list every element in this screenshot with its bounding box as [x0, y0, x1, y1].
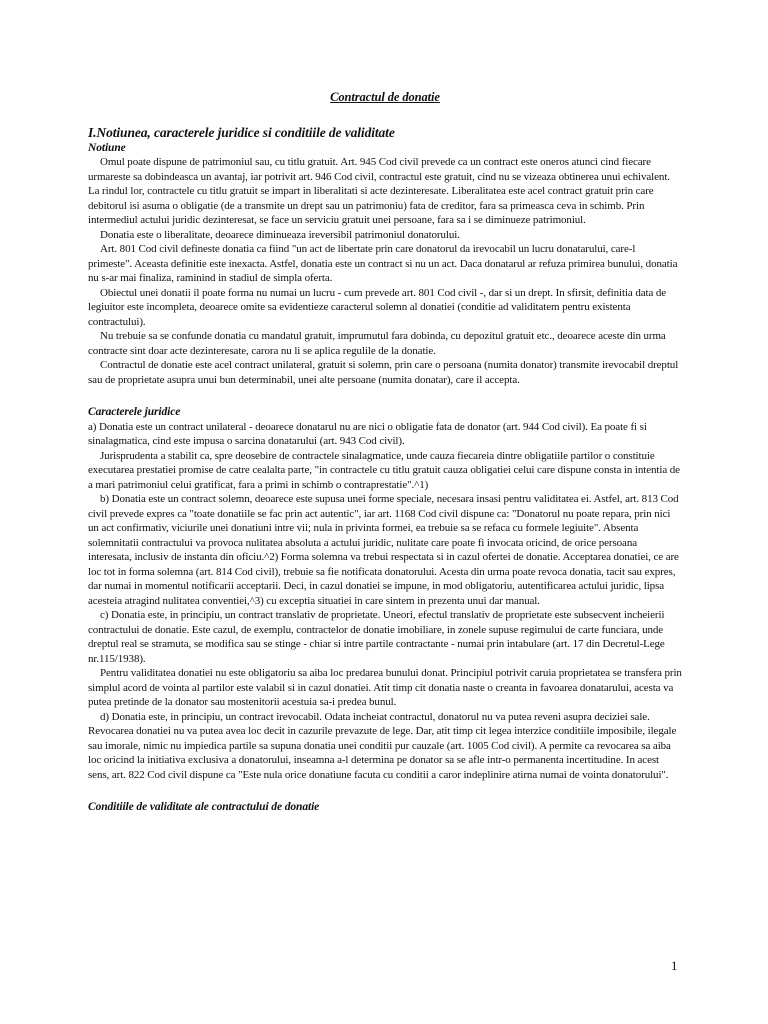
section-title: I.Notiunea, caracterele juridice si conditiile de validitate: [88, 124, 395, 140]
paragraph: Omul poate dispune de patrimoniul sau, cu titlu gratuit. Art. 945 Cod civil prevede ca un contract este oneros atunci cind fiecare urmareste sa dobindeasca un avantaj, iar potrivit art. 946 Cod civil, contractul este gratuit, cind nu se vizeaza obtinerea unui echivalent. La rindul lor, contractele cu titlu gratuit se impart in liberalitati si acte dezinteresate. Liberalitatea este acel contract gratuit prin care debitorul isi asuma o obligatie (de a transmite un drept sau un patrimoniu) fata de creditor, fara sa primeasca ceva in schimb. Prin intermediul actului juridic dezinteresat, se face un serviciu gratuit unei persoane, fara sa i se diminueze patrimoniul.: [88, 156, 670, 226]
page-body: [88, 90, 682, 815]
paragraph: Donatia este o liberalitate, deoarece diminueaza ireversibil patrimoniul donatorului.: [100, 228, 460, 241]
paragraph: Obiectul unei donatii il poate forma nu numai un lucru - cum prevede art. 801 Cod civil -, dar si un drept. In sfirsit, definitia data de legiuitor este incompleta, deoarece omite sa evidentieze caracterul solemn al donatiei (conditie ad validitatem pentru existenta contractului).: [88, 286, 667, 328]
paragraph: c) Donatia este, in principiu, un contract translativ de proprietate. Uneori, efectul translativ de proprietate este subsecvent incheierii contractului de donatie. Este cazul, de exemplu, contractelor de donatie imobiliare, in zonele supuse regimului de carte funciara, unde dreptul real se stramuta, se modifica sau se stinge - chiar si intre partile contractante - numai prin intabulare (art. 17 din Decretul-Lege nr.115/1938).: [88, 609, 665, 665]
subheading-conditii-validitate: Conditiile de validitate ale contractului de donatie: [88, 801, 320, 813]
paragraph: Jurisprudenta a stabilit ca, spre deosebire de contractele sinalagmatice, unde cauza fiecareia dintre obligatiile partilor o constituie executarea prestatiei promise de catre cealalta parte, "in contractele cu titlu gratuit cauza obligatiei celui care dispune consta in intentia de a mari patrimoniul celui gratificat, fara a primi in schimb o contraprestatie".^1): [88, 449, 680, 491]
subheading-notiune: Notiune: [88, 141, 126, 154]
document-title: Contractul de donatie: [330, 90, 440, 104]
subheading-caractere-juridice: Caracterele juridice: [88, 406, 181, 418]
paragraph: Art. 801 Cod civil defineste donatia ca fiind "un act de libertate prin care donatorul da irevocabil un lucru donatarului, care-l primeste". Aceasta definitie este inexacta. Astfel, donatia este un contract si nu un act. Daca donatarul ar refuza primirea bunului, donatia nu s-ar mai finaliza, raminind in stadiul de simpla oferta.: [88, 243, 678, 284]
paragraph: Nu trebuie sa se confunde donatia cu mandatul gratuit, imprumutul fara dobinda, cu depozitul gratuit etc., deoarece aceste din urma contracte sint doar acte dezinteresate, carora nu li se aplica regulile de la donatie.: [88, 330, 666, 357]
paragraph: Contractul de donatie este acel contract unilateral, gratuit si solemn, prin care o persoana (numita donator) transmite irevocabil dreptul sau de proprietate asupra unui bun determinabil, unei alte persoane (numita donatar), care il accepta.: [88, 359, 679, 386]
paragraph: a) Donatia este un contract unilateral - deoarece donatarul nu are nici o obligatie fata de donator (art. 944 Cod civil). Ea poate fi si sinalagmatica, cind este impusa o sarcina donatarului (art. 943 Cod civil).: [88, 420, 647, 447]
paragraph: Pentru validitatea donatiei nu este obligatoriu sa aiba loc predarea bunului donat. Principiul potrivit caruia proprietatea se transfera prin simplul acord de vointa al partilor este valabil si in cazul donatiei. Atit timp cit donatia naste o creanta in favoarea donatarului, acesta va putea pretinde de la donator sau mostenitorii acestuia sa-i predea bunul.: [88, 667, 682, 708]
paragraph: b) Donatia este un contract solemn, deoarece este supusa unei forme speciale, necesara insasi pentru validitatea ei. Astfel, art. 813 Cod civil prevede expres ca "toate donatiile se fac prin act autentic", iar art. 1168 Cod civil dispune ca: "Donatorul nu poate repara, prin nici un act confirmativ, viciurile unei donatiuni intre vii; nula in privinta formei, ea trebuie sa se refaca cu formele legiuite". Absenta solemnitatii contractului va provoca nulitatea absoluta a actului juridic, nulitate care poate fi invocata oricind, de orice persoana interesata, inclusiv de instanta din oficiu.^2) Forma solemna va trebui respectata si in cazul ofertei de donatie. Acceptarea donatiei, ce are loc tot in forma solemna (art. 814 Cod civil), trebuie sa fie notificata donatorului. Acesta din urma poate revoca donatia, tacit sau expres, dar numai in momentul notificarii acceptarii. Deci, in cazul donatiei se impune, in mod obligatoriu, autentificarea actului juridic, lipsa acesteia atragind nulitatea conventiei,^3) cu exceptia situatiei in care sintem in prezenta unui dar manual.: [88, 493, 679, 607]
paragraph: d) Donatia este, in principiu, un contract irevocabil. Odata incheiat contractul, donatorul nu va putea reveni asupra deciziei sale. Revocarea donatiei nu va putea avea loc decit in cazurile prevazute de lege. Dar, atit timp cit legea interzice conditiile imposibile, ilegale sau imorale, nimic nu impiedica partile sa supuna donatia unei conditii pur cauzale (art. 1005 Cod civil). A permite ca revocarea sa aiba loc oricind la initiativa exclusiva a donatorului, inseamna a-l determina pe donator sa se afle intr-o permanenta incertitudine. In acest sens, art. 822 Cod civil dispune ca "Este nula orice donatiune facuta cu conditii a caror indeplinire atirna numai de vointa donatorului".: [88, 710, 677, 781]
page-number: 1: [671, 958, 678, 973]
